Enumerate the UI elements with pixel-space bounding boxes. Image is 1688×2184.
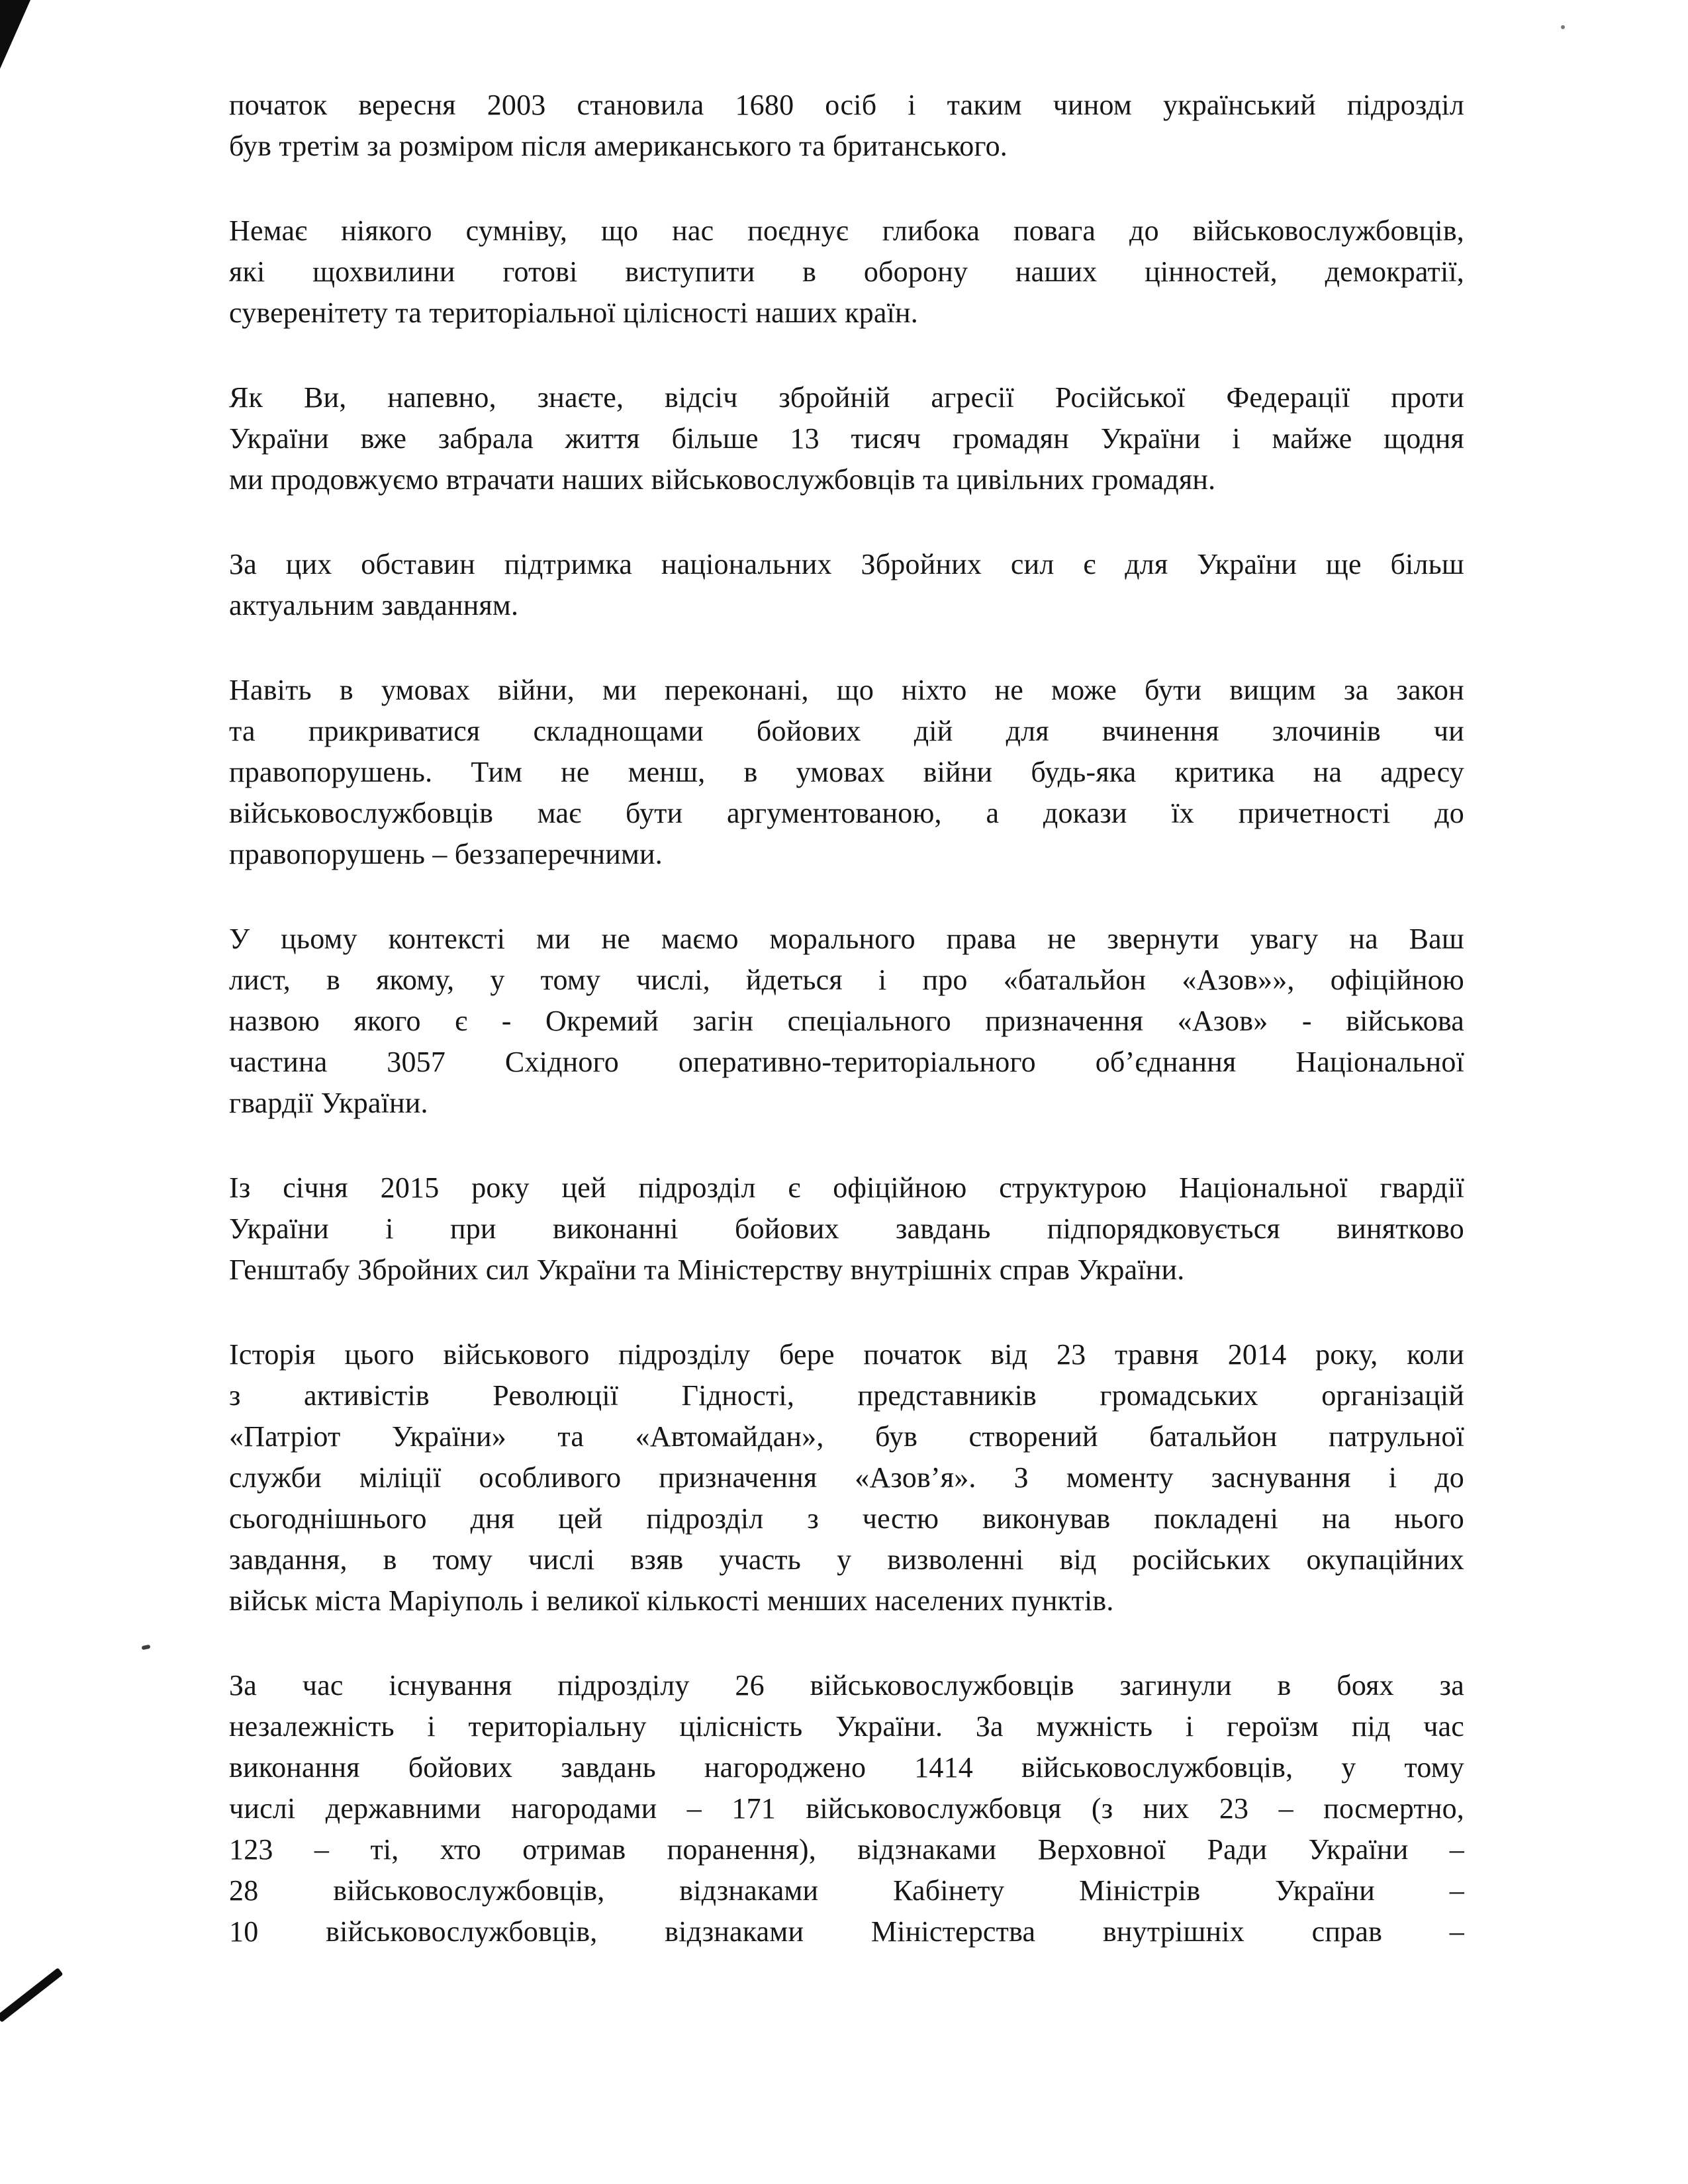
text-line: та прикриватися складнощами бойових дій для вчинення злочинів чи <box>229 715 1464 747</box>
text-line: Немає ніякого сумніву, що нас поєднує глибока повага до військовослужбовців, <box>229 214 1464 247</box>
text-line: Із січня 2015 року цей підрозділ є офіційною структурою Національної гвардії <box>229 1171 1464 1204</box>
text-line: які щохвилини готові виступити в оборону наших цінностей, демократії, <box>229 255 1464 288</box>
text-line: 10 військовослужбовців, відзнаками Міністерства внутрішніх справ – <box>229 1915 1464 1948</box>
text-line: з активістів Революції Гідності, представників громадських організацій <box>229 1379 1464 1412</box>
text-line: Навіть в умовах війни, ми переконані, що ніхто не може бути вищим за закон <box>229 674 1464 706</box>
paragraph <box>229 1334 1464 1621</box>
text-line: За цих обставин підтримка національних Збройних сил є для України ще більш <box>229 548 1464 580</box>
text-line: ми продовжуємо втрачати наших військовослужбовців та цивільних громадян. <box>229 463 1216 496</box>
letter-body-text <box>229 85 1464 1996</box>
text-line: Як Ви, напевно, знаєте, відсіч збройній агресії Російської Федерації проти <box>229 381 1464 414</box>
text-line: військ міста Маріуполь і великої кількості менших населених пунктів. <box>229 1584 1114 1617</box>
text-line: України вже забрала життя більше 13 тисяч громадян України і майже щодня <box>229 422 1464 455</box>
text-line: За час існування підрозділу 26 військовослужбовців загинули в боях за <box>229 1669 1464 1702</box>
scan-speck-top-right <box>1561 25 1565 29</box>
text-line: правопорушень. Тим не менш, в умовах війни будь-яка критика на адресу <box>229 756 1464 788</box>
text-line: лист, в якому, у тому числі, йдеться і про «батальйон «Азов»», офіційною <box>229 964 1464 996</box>
paragraph <box>229 670 1464 875</box>
text-line: України і при виконанні бойових завдань підпорядковується винятково <box>229 1212 1464 1245</box>
text-line: 123 – ті, хто отримав поранення), відзнаками Верховної Ради України – <box>229 1833 1464 1866</box>
text-line: незалежність і територіальну цілісність України. За мужність і героїзм під час <box>229 1710 1464 1743</box>
text-line: назвою якого є - Окремий загін спеціального призначення «Азов» - військова <box>229 1005 1464 1037</box>
text-line: У цьому контексті ми не маємо морального права не звернути увагу на Ваш <box>229 923 1464 955</box>
paragraph <box>229 919 1464 1124</box>
text-line: початок вересня 2003 становила 1680 осіб і таким чином український підрозділ <box>229 89 1464 121</box>
scan-mark-bottom-left-slash <box>0 1968 63 2023</box>
text-line: гвардії України. <box>229 1087 428 1119</box>
text-line: сьогоднішнього дня цей підрозділ з честю виконував покладені на нього <box>229 1502 1464 1535</box>
text-line: був третім за розміром після американського та британського. <box>229 130 1008 162</box>
paragraph <box>229 377 1464 500</box>
text-line: завдання, в тому числі взяв участь у визволенні від російських окупаційних <box>229 1543 1464 1576</box>
text-line: 28 військовослужбовців, відзнаками Кабінету Міністрів України – <box>229 1874 1464 1907</box>
paragraph <box>229 1167 1464 1291</box>
paragraph <box>229 1665 1464 1952</box>
text-line: Історія цього військового підрозділу бере початок від 23 травня 2014 року, коли <box>229 1338 1464 1371</box>
paragraph <box>229 210 1464 334</box>
text-line: Генштабу Збройних сил України та Міністерству внутрішніх справ України. <box>229 1253 1185 1286</box>
text-line: служби міліції особливого призначення «Азов’я». З моменту заснування і до <box>229 1461 1464 1494</box>
paragraph <box>229 544 1464 626</box>
text-line: виконання бойових завдань нагороджено 1414 військовослужбовців, у тому <box>229 1751 1464 1784</box>
text-line: військовослужбовців має бути аргументованою, а докази їх причетності до <box>229 797 1464 829</box>
text-line: «Патріот України» та «Автомайдан», був створений батальйон патрульної <box>229 1420 1464 1453</box>
scan-mark-top-left-wedge <box>0 0 30 69</box>
paragraph <box>229 85 1464 167</box>
text-line: правопорушень – беззаперечними. <box>229 838 663 870</box>
text-line: частина 3057 Східного оперативно-територіального об’єднання Національної <box>229 1046 1464 1078</box>
text-line: числі державними нагородами – 171 військовослужбовця (з них 23 – посмертно, <box>229 1792 1464 1825</box>
scan-speck-left-margin <box>142 1645 151 1651</box>
text-line: актуальним завданням. <box>229 589 519 621</box>
text-line: суверенітету та територіальної цілісності наших країн. <box>229 296 918 329</box>
